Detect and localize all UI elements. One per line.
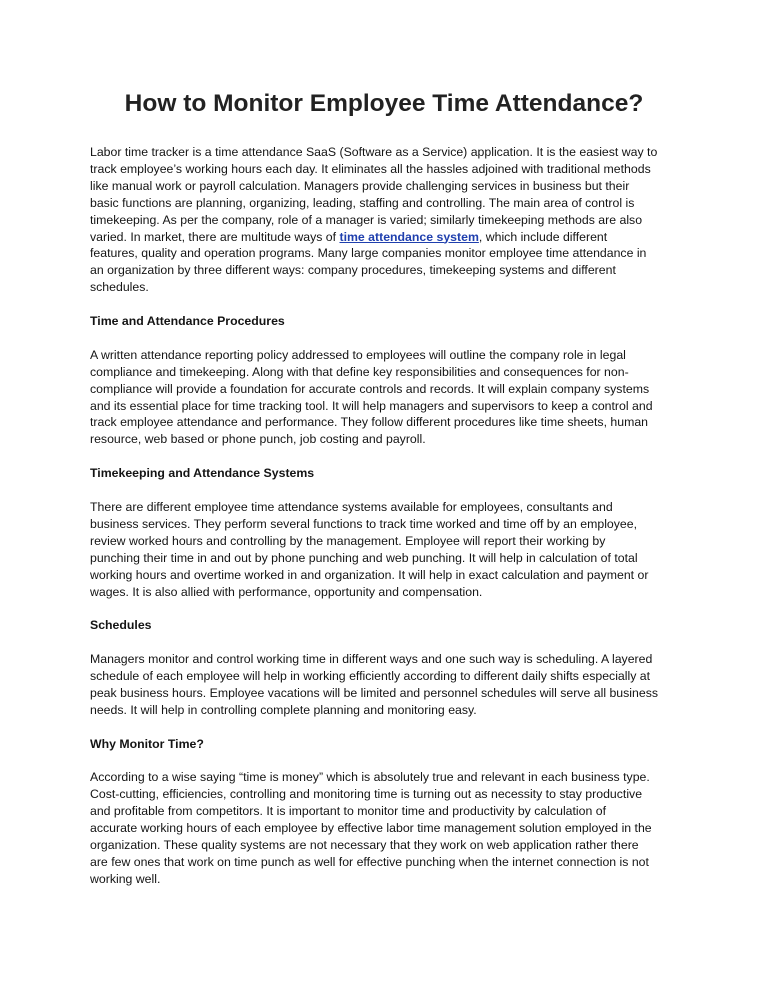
intro-line: schedules. — [90, 280, 149, 295]
section-paragraph — [90, 347, 690, 448]
intro-line: an organization by three different ways: company procedures, timekeeping systems and different — [90, 263, 616, 278]
paragraph-line: and its essential place for time tracking tool. It will help managers and supervisors to keep a control and — [90, 398, 653, 413]
paragraph-line: review worked hours and controlling by the management. Employee will report their working by — [90, 533, 606, 548]
section-paragraph — [90, 769, 690, 887]
document-title: How to Monitor Employee Time Attendance? — [124, 90, 644, 117]
intro-line: basic functions are planning, organizing, leading, staffing and controlling. The main area of control is — [90, 195, 635, 210]
paragraph-line: Cost-cutting, efficiencies, controlling and monitoring time is turning out as necessity to stay productive — [90, 787, 643, 802]
paragraph-line: working well. — [90, 871, 161, 886]
paragraph-line: According to a wise saying “time is money” which is absolutely true and relevant in each business type. — [90, 770, 650, 785]
link-line-suffix: , which include different — [478, 229, 608, 244]
paragraph-line: schedule of each employee will help in working efficiently according to different daily shifts especially at — [90, 669, 651, 683]
section-heading: Schedules — [90, 618, 152, 633]
link-line-prefix: varied. In market, there are multitude ways of — [90, 229, 340, 244]
section-heading: Time and Attendance Procedures — [90, 314, 285, 329]
section-paragraph — [90, 499, 690, 600]
paragraph-line: working hours and overtime worked in and organization. It will help in exact calculation and payment or — [90, 567, 649, 582]
paragraph-line: track employee attendance and performance. They follow different procedures like time sheets, human — [90, 415, 648, 430]
intro-line: Labor time tracker is a time attendance SaaS (Software as a Service) application. It is the easiest way to — [90, 145, 658, 159]
intro-line: timekeeping. As per the company, role of a manager is varied; similarly timekeeping methods are also — [90, 212, 643, 227]
paragraph-line: and profitable from competitors. It is important to monitor time and productivity by calculation of — [90, 804, 607, 819]
intro-line: features, quality and operation programs. Many large companies monitor employee time attendance in — [90, 246, 647, 261]
paragraph-line: accurate working hours of each employee by effective labor time management solution employed in the — [90, 821, 652, 836]
paragraph-line: punching their time in and out by phone punching and web punching. It will help in calculation of total — [90, 550, 638, 565]
intro-paragraph — [90, 144, 690, 296]
paragraph-line: Managers monitor and control working time in different ways and one such way is scheduling. A layered — [90, 652, 653, 667]
intro-line: track employee’s working hours each day. It eliminates all the hassles adjoined with traditional methods — [90, 161, 651, 176]
paragraph-line: organization. These quality systems are not necessary that they work on web application rather there — [90, 838, 639, 853]
paragraph-line: resource, web based or phone punch, job costing and payroll. — [90, 432, 426, 447]
intro-link-line — [90, 229, 690, 246]
section-heading: Timekeeping and Attendance Systems — [90, 466, 315, 481]
paragraph-line: business services. They perform several functions to track time worked and time off by an employee, — [90, 516, 638, 531]
paragraph-line: There are different employee time attendance systems available for employees, consultants and — [90, 499, 613, 514]
intro-line: like manual work or payroll calculation. Managers provide challenging services in business but their — [90, 178, 630, 193]
time-attendance-system-link[interactable]: time attendance system — [339, 229, 479, 244]
document-body — [90, 144, 690, 888]
paragraph-line: compliance will provide a foundation for accurate controls and records. It will explain company systems — [90, 381, 650, 396]
paragraph-line: peak business hours. Employee vacations will be limited and personnel schedules will serve all business — [90, 685, 659, 700]
paragraph-line: needs. It will help in controlling complete planning and monitoring easy. — [90, 702, 477, 717]
paragraph-line: A written attendance reporting policy addressed to employees will outline the company role in legal — [90, 347, 626, 362]
paragraph-line: compliance and timekeeping. Along with that define key responsibilities and consequences for non- — [90, 364, 629, 379]
paragraph-line: are few ones that work on time punch as well for effective punching when the internet connection is not — [90, 854, 649, 869]
section-paragraph — [90, 651, 690, 719]
section-heading: Why Monitor Time? — [90, 736, 204, 751]
paragraph-line: wages. It is also allied with performance, opportunity and compensation. — [90, 584, 483, 599]
